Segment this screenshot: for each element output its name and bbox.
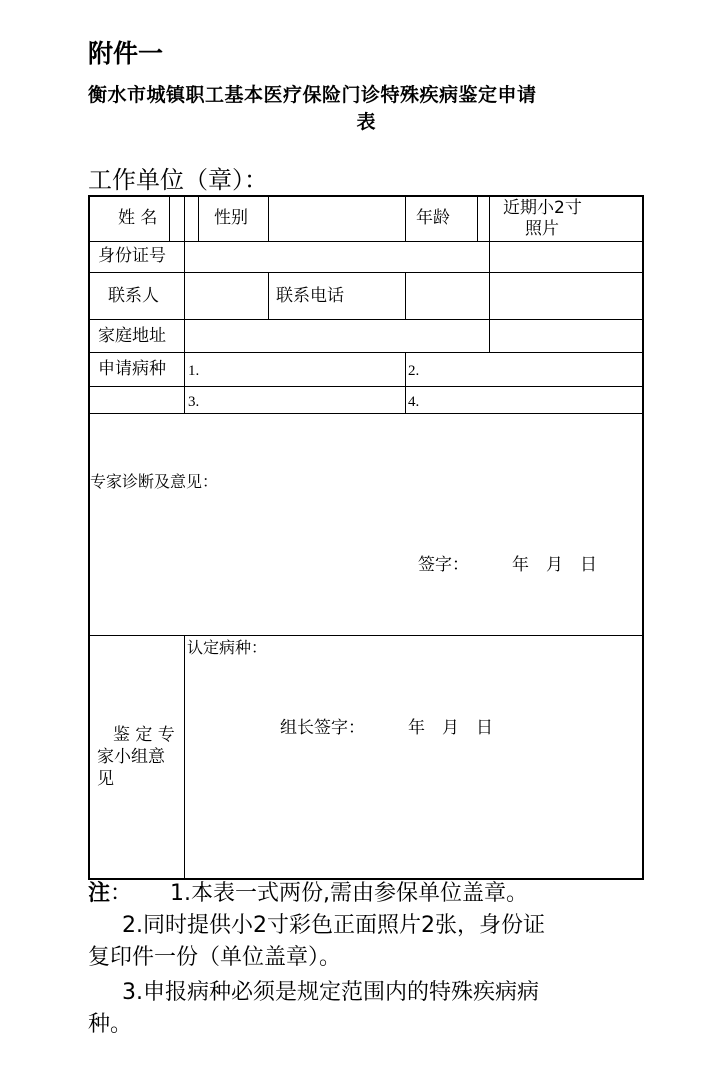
contact-person-label: 联系人 — [108, 286, 159, 306]
attachment-label: 附件一 — [88, 39, 164, 68]
col-divider — [477, 195, 478, 242]
row-divider — [88, 272, 644, 273]
col-divider — [184, 195, 185, 414]
form-title: 衡水市城镇职工基本医疗保险门诊特殊疾病鉴定申请 — [88, 84, 537, 106]
form-title-continued: 表 — [356, 111, 376, 133]
disease-item-3: 3. — [188, 394, 200, 410]
col-divider — [405, 272, 406, 320]
employer-label: 工作单位（章）： — [88, 166, 268, 194]
photo-label: 近期小2寸 — [503, 198, 582, 218]
col-divider — [268, 195, 269, 242]
notes-label: 注 — [88, 881, 111, 906]
table-border-right — [642, 195, 644, 880]
row-divider — [88, 386, 644, 387]
note-2: 2.同时提供小2寸彩色正面照片2张，身份证 — [122, 913, 545, 938]
id-number-label: 身份证号 — [98, 246, 166, 266]
col-divider — [184, 635, 185, 880]
confirmed-disease-label: 认定病种： — [187, 638, 268, 657]
disease-item-1: 1. — [188, 363, 200, 379]
note-3: 3.申报病种必须是规定范围内的特殊疾病病 — [122, 980, 539, 1005]
leader-signature-label: 组长签字： — [280, 718, 365, 738]
note-line-1 — [88, 880, 648, 908]
note-line-4 — [88, 979, 648, 1007]
note-line-2 — [88, 912, 648, 940]
name-label: 姓 名 — [118, 208, 158, 228]
address-label: 家庭地址 — [98, 326, 166, 346]
disease-item-4: 4. — [408, 394, 420, 410]
photo-label-line2: 照片 — [525, 219, 559, 239]
row-divider — [88, 635, 644, 636]
col-divider — [169, 195, 170, 242]
gender-label: 性别 — [214, 208, 248, 228]
signature-date: 年 月 日 — [512, 555, 597, 575]
panel-opinion-label-line3: 见 — [97, 769, 114, 789]
leader-signature-date: 年 月 日 — [408, 718, 493, 738]
col-divider — [405, 195, 406, 242]
col-divider — [405, 352, 406, 414]
panel-opinion-label: 鉴 定 专 — [113, 725, 175, 745]
row-divider — [88, 413, 644, 414]
phone-label: 联系电话 — [276, 286, 344, 306]
table-border-left — [88, 195, 90, 880]
notes-colon: ： — [110, 881, 133, 906]
row-divider — [88, 352, 644, 353]
col-divider — [268, 272, 269, 320]
col-divider — [489, 195, 490, 353]
signature-label: 签字： — [418, 555, 469, 575]
table-border-top — [88, 195, 644, 197]
note-1: 1.本表一式两份,需由参保单位盖章。 — [170, 881, 529, 906]
row-divider — [88, 319, 644, 320]
panel-opinion-label-line2: 家小组意 — [97, 747, 165, 767]
note-line-5: 种。 — [88, 1012, 133, 1037]
note-line-3: 复印件一份（单位盖章）。 — [88, 945, 342, 970]
col-divider — [198, 195, 199, 242]
disease-item-2: 2. — [408, 363, 420, 379]
disease-label: 申请病种 — [98, 359, 166, 379]
age-label: 年龄 — [416, 208, 450, 228]
row-divider — [88, 241, 644, 242]
expert-opinion-label: 专家诊断及意见： — [90, 472, 219, 491]
